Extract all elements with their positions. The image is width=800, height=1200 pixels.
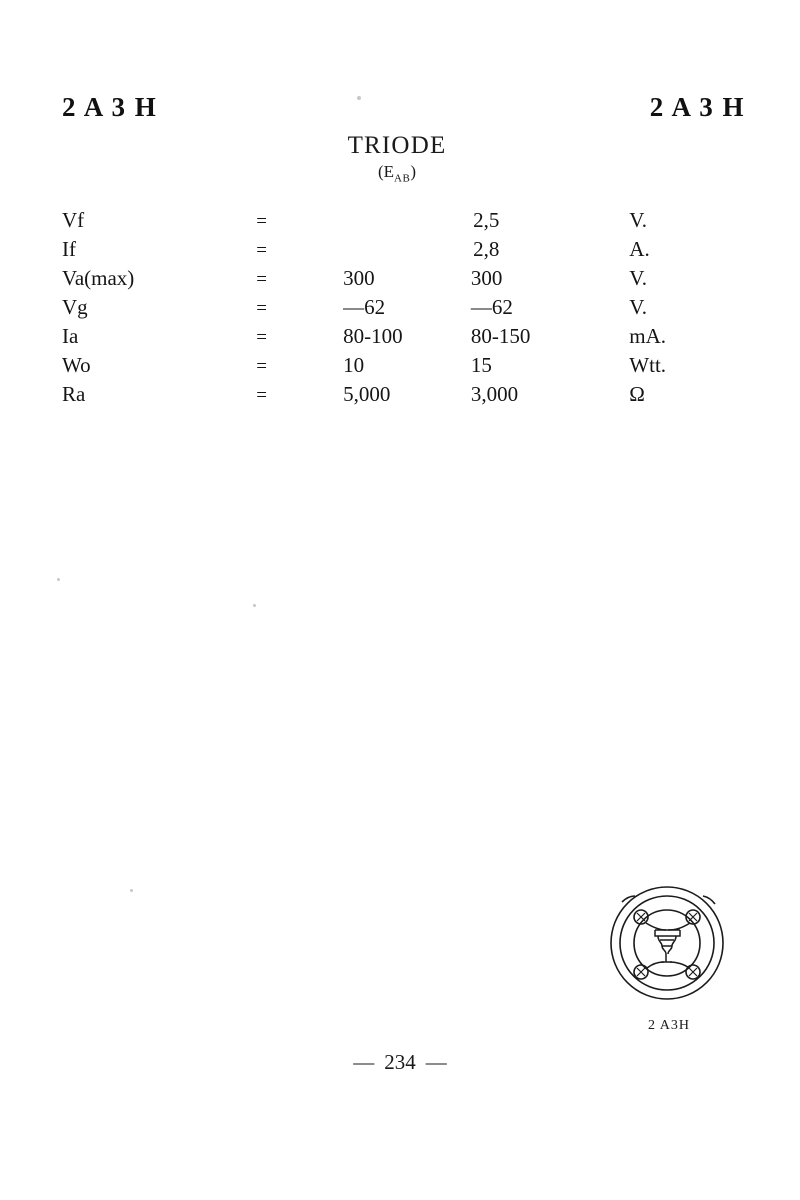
subtitle-suffix: ) [410, 162, 416, 181]
spec-equals: = [256, 356, 266, 377]
spec-value-1: 5,000 [343, 382, 391, 406]
footer-dash-right: — [425, 1050, 447, 1074]
subtitle-subscript: AB [394, 172, 411, 185]
spec-equals: = [256, 240, 266, 261]
spec-symbol: Wo [62, 353, 91, 377]
scan-speck [253, 604, 256, 607]
table-row [62, 208, 752, 237]
spec-value-span: 2,5 [473, 208, 500, 232]
spec-symbol: If [62, 237, 76, 261]
spec-value-2: 15 [470, 353, 492, 377]
spec-unit: Wtt. [629, 353, 667, 377]
page-footer [0, 1050, 800, 1075]
title-block [0, 132, 800, 184]
table-row [62, 324, 752, 353]
page-header [0, 92, 800, 132]
spec-value-1: 80-100 [343, 324, 403, 348]
spec-unit: mA. [629, 324, 667, 348]
spec-value-2: 3,000 [470, 382, 519, 406]
spec-value-span: 2,8 [473, 237, 500, 261]
spec-equals: = [256, 269, 266, 290]
tube-type-right: 2 A 3 H [649, 92, 745, 122]
table-row [62, 237, 752, 266]
spec-equals: = [256, 211, 266, 232]
socket-diagram-svg [604, 880, 734, 1020]
specification-table [62, 208, 752, 411]
subtitle-prefix: (E [378, 162, 395, 181]
spec-equals: = [256, 298, 266, 319]
spec-symbol: Vg [62, 295, 88, 319]
spec-unit: V. [629, 266, 648, 290]
table-row [62, 353, 752, 382]
page-subtitle [0, 162, 800, 184]
spec-symbol: Vf [62, 208, 85, 232]
table-row [62, 295, 752, 324]
spec-equals: = [256, 385, 266, 406]
spec-unit: A. [629, 237, 650, 261]
spec-value-2: —62 [470, 295, 513, 319]
table-row [62, 382, 752, 411]
socket-diagram [604, 880, 734, 1040]
scan-speck [357, 96, 361, 100]
spec-value-2: 80-150 [470, 324, 531, 348]
spec-symbol: Ra [62, 382, 86, 406]
page-number: 234 [384, 1050, 416, 1074]
spec-value-1: —62 [343, 295, 386, 319]
socket-diagram-label: 2 A3H [648, 1018, 690, 1033]
spec-value-1: 300 [343, 266, 375, 290]
page-title: TRIODE [347, 132, 447, 159]
spec-value-1: 10 [343, 353, 365, 377]
spec-unit: V. [629, 295, 648, 319]
spec-equals: = [256, 327, 266, 348]
scan-speck [57, 578, 60, 581]
spec-value-2: 300 [470, 266, 503, 290]
scan-speck [130, 889, 133, 892]
table-row [62, 266, 752, 295]
spec-unit: Ω [629, 382, 645, 406]
footer-dash-left: — [353, 1050, 375, 1074]
spec-symbol: Ia [62, 324, 79, 348]
tube-type-left: 2 A 3 H [62, 92, 158, 122]
spec-symbol: Va(max) [62, 266, 135, 290]
spec-unit: V. [629, 208, 648, 232]
